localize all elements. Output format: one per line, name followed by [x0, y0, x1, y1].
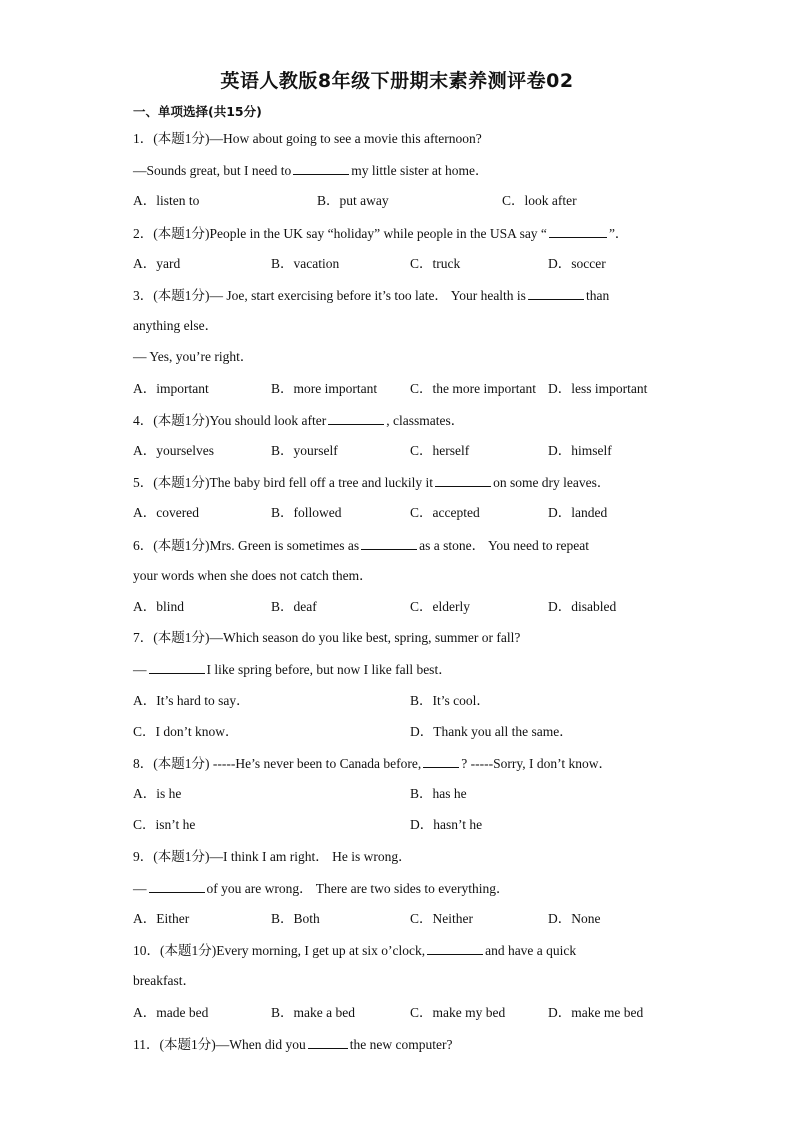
- question-7-line2: — I like spring before, but now I like fall best．: [133, 662, 452, 677]
- q1-option-b: B．put away: [317, 193, 389, 208]
- answer-blank: [427, 942, 483, 955]
- question-1-stem: 1．(本题1分)—How about going to see a movie this afternoon?: [133, 131, 482, 146]
- q4-option-d: D．himself: [548, 443, 612, 458]
- q7-option-b: B．It’s cool．: [410, 693, 490, 708]
- question-9-line2: — of you are wrong． There are two sides to everything．: [133, 881, 510, 896]
- q2-option-c: C．truck: [410, 256, 461, 271]
- q10-option-d: D．make me bed: [548, 1005, 644, 1020]
- question-8-stem: 8．(本题1分) -----He’s never been to Canada before, ? -----Sorry, I don’t know．: [133, 756, 612, 771]
- q4-option-b: B．yourself: [271, 443, 338, 458]
- q4-option-c: C．herself: [410, 443, 470, 458]
- question-6-line2: your words when she does not catch them．: [133, 568, 373, 583]
- question-6-stem: 6．(本题1分)Mrs. Green is sometimes as as a stone． You need to repeat: [133, 538, 589, 553]
- q6-option-d: D．disabled: [548, 599, 617, 614]
- q2-option-b: B．vacation: [271, 256, 340, 271]
- answer-blank: [435, 474, 491, 487]
- q6-option-b: B．deaf: [271, 599, 317, 614]
- q8-option-b: B．has he: [410, 786, 467, 801]
- question-5-stem: 5．(本题1分)The baby bird fell off a tree and luckily it on some dry leaves．: [133, 475, 611, 490]
- q5-option-c: C．accepted: [410, 505, 480, 520]
- q10-option-b: B．make a bed: [271, 1005, 355, 1020]
- answer-blank: [328, 412, 384, 425]
- q7-option-a: A．It’s hard to say．: [133, 693, 250, 708]
- q10-option-c: C．make my bed: [410, 1005, 506, 1020]
- question-7-stem: 7．(本题1分)—Which season do you like best, spring, summer or fall?: [133, 630, 521, 645]
- q6-option-c: C．elderly: [410, 599, 470, 614]
- q6-option-a: A．blind: [133, 599, 185, 614]
- question-9-stem: 9．(本题1分)—I think I am right． He is wrong．: [133, 849, 412, 864]
- page-title: 英语人教版8年级下册期末素养测评卷02: [220, 70, 574, 92]
- q2-option-d: D．soccer: [548, 256, 606, 271]
- q9-option-b: B．Both: [271, 911, 320, 926]
- q1-option-c: C．look after: [502, 193, 577, 208]
- question-1-line2: —Sounds great, but I need to my little sister at home．: [133, 163, 489, 178]
- q8-option-d: D．hasn’t he: [410, 817, 483, 832]
- answer-blank: [423, 755, 459, 768]
- q1-option-a: A．listen to: [133, 193, 200, 208]
- answer-blank: [361, 537, 417, 550]
- section-heading: 一、单项选择(共15分): [133, 104, 262, 119]
- q5-option-b: B．followed: [271, 505, 342, 520]
- question-2-stem: 2．(本题1分)People in the UK say “holiday” while people in the USA say “ ”．: [133, 226, 629, 241]
- q3-option-d: D．less important: [548, 381, 648, 396]
- q3-option-c: C．the more important: [410, 381, 536, 396]
- answer-blank: [308, 1036, 348, 1049]
- answer-blank: [528, 287, 584, 300]
- q3-option-a: A．important: [133, 381, 209, 396]
- question-10-stem: 10．(本题1分)Every morning, I get up at six o’clock, and have a quick: [133, 943, 577, 958]
- question-4-stem: 4．(本题1分)You should look after , classmates．: [133, 413, 465, 428]
- q4-option-a: A．yourselves: [133, 443, 214, 458]
- q8-option-a: A．is he: [133, 786, 182, 801]
- question-number: 1．: [133, 131, 154, 146]
- q2-option-a: A．yard: [133, 256, 181, 271]
- question-3-stem: 3．(本题1分)— Joe, start exercising before it’s too late． Your health is than: [133, 288, 610, 303]
- answer-blank: [149, 661, 205, 674]
- q9-option-c: C．Neither: [410, 911, 473, 926]
- answer-blank: [149, 880, 205, 893]
- q9-option-d: D．None: [548, 911, 601, 926]
- answer-blank: [293, 162, 349, 175]
- q7-option-c: C．I don’t know．: [133, 724, 239, 739]
- q5-option-d: D．landed: [548, 505, 608, 520]
- q9-option-a: A．Either: [133, 911, 190, 926]
- score-tag: (本题1分): [153, 131, 210, 146]
- question-3-line3: — Yes, you’re right．: [133, 349, 254, 364]
- q7-option-d: D．Thank you all the same．: [410, 724, 573, 739]
- q10-option-a: A．made bed: [133, 1005, 209, 1020]
- question-3-line2: anything else．: [133, 318, 219, 333]
- question-10-line2: breakfast．: [133, 973, 196, 988]
- q3-option-b: B．more important: [271, 381, 378, 396]
- question-11-stem: 11．(本题1分)—When did you the new computer?: [133, 1037, 453, 1052]
- answer-blank: [549, 225, 607, 238]
- q5-option-a: A．covered: [133, 505, 199, 520]
- q8-option-c: C．isn’t he: [133, 817, 196, 832]
